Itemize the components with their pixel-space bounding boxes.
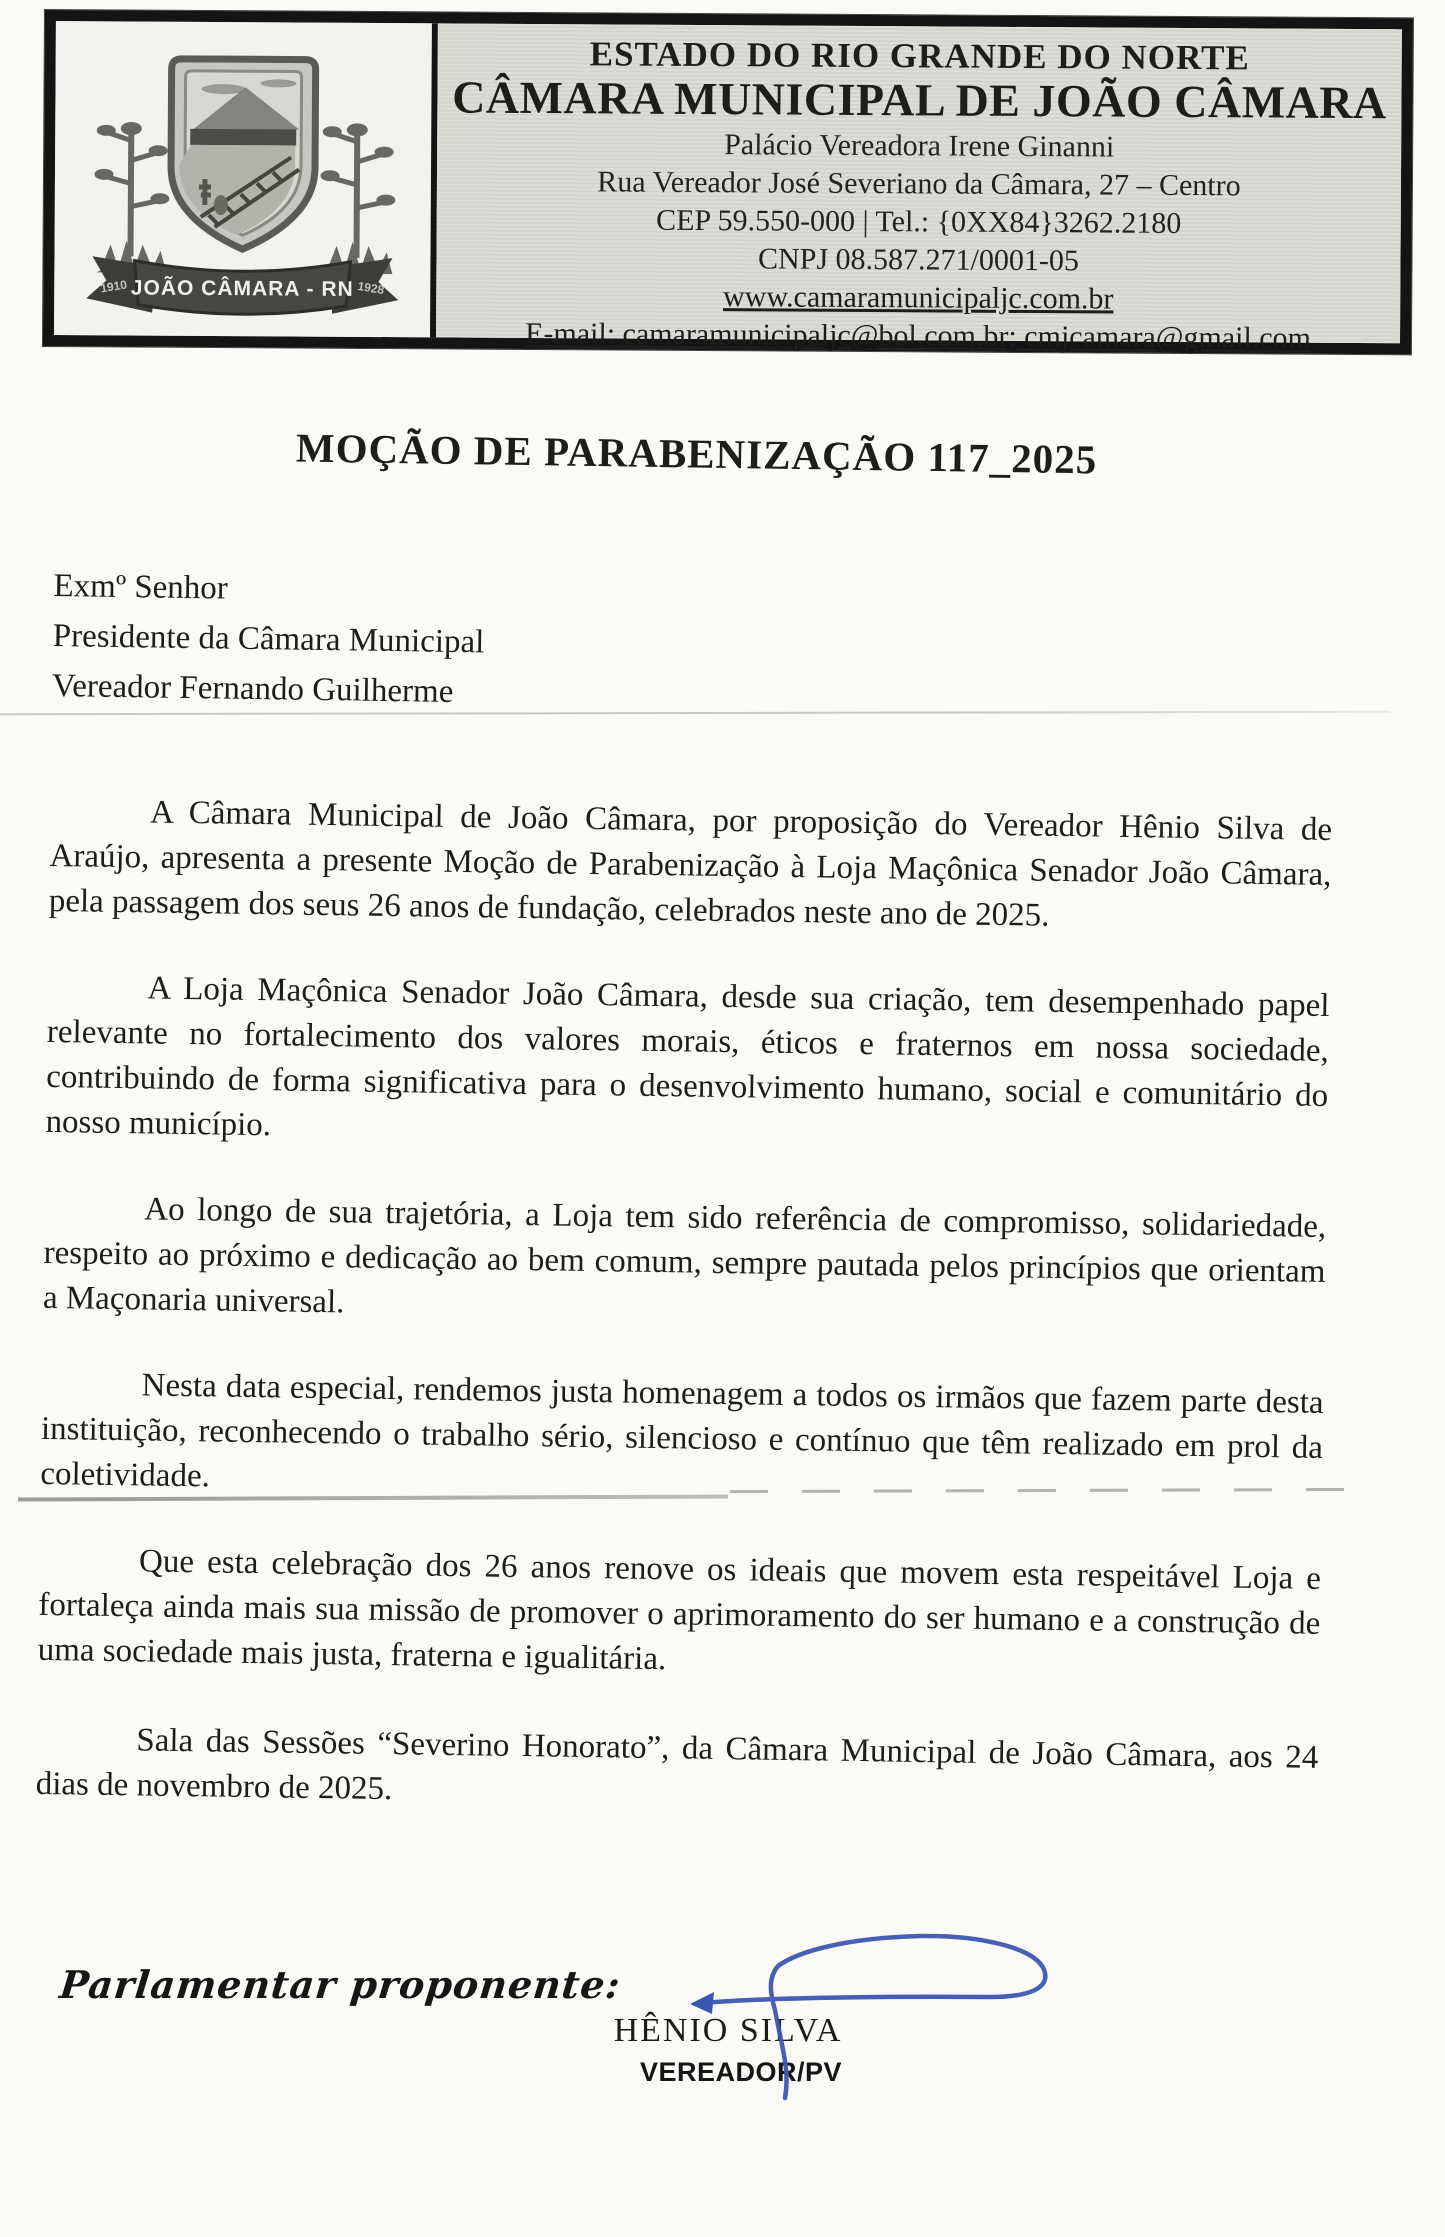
ribbon-banner	[86, 256, 398, 315]
crest-year-left: 1910	[99, 277, 128, 296]
coat-of-arms	[72, 28, 414, 330]
letterhead-text	[436, 23, 1402, 355]
handwritten-signature-ink	[680, 1918, 1100, 2113]
palace-name: Palácio Vereadora Irene Ginanni	[724, 128, 1115, 164]
paragraph-5: Que esta celebração dos 26 anos renove os ideais que movem esta respeitável Loja e fortaleça ainda mais sua missão de promover o aprimoramento do ser humano e a construção de uma sociedade mais justa, fraterna e igualitária.	[37, 1543, 1322, 1678]
cnpj-line: CNPJ 08.587.271/0001-05	[757, 242, 1080, 278]
state-name: ESTADO DO RIO GRANDE DO NORTE	[589, 34, 1250, 78]
paragraph-3: Ao longo de sua trajetória, a Loja tem sido referência de compromisso, solidariedade, respeito ao próximo e dedicação ao bem comum, sempre pautada pelos princípios que orientam a Maçonaria universal.	[42, 1191, 1327, 1321]
paragraph-4: Nesta data especial, rendemos justa homenagem a todos os irmãos que fazem parte desta instituição, reconhecendo o trabalho sério, silencioso e contínuo que têm realizado em prol da coletividade.	[40, 1367, 1324, 1495]
email-text: E-mail: camaramunicipaljc@bol.com.br; cmjcamara@gmail.com	[525, 316, 1312, 355]
paragraph-2: A Loja Maçônica Senador João Câmara, desde sua criação, tem desempenhado papel relevante no fortalecimento dos valores morais, éticos e fraternos em nossa sociedade, contribuindo de forma significativa para o desenvolvimento humano, social e comunitário do nosso município.	[45, 970, 1330, 1144]
addressee-name: Vereador Fernando Guilherme	[51, 667, 454, 710]
proponent-label: Parlamentar proponente:	[57, 1962, 624, 2007]
addressee-salutation: Exmº Senhor	[53, 567, 229, 607]
paragraph-1: A Câmara Municipal de João Câmara, por proposição do Vereador Hênio Silva de Araújo, apresenta a presente Moção de Parabenização à Loja Maçônica Senador João Câmara, pela passagem dos seus 26 anos de fundação, celebrados neste ano de 2025.	[48, 794, 1333, 934]
crest-year-right: 1928	[356, 278, 386, 298]
letterhead	[43, 10, 1413, 354]
closing-paragraph: Sala das Sessões “Severino Honorato”, da Câmara Municipal de João Câmara, aos 24 dias de novembro de 2025.	[35, 1722, 1319, 1808]
document-body	[35, 420, 1338, 1867]
addressee-block	[52, 561, 1336, 730]
organization-name: CÂMARA MUNICIPAL DE JOÃO CÂMARA	[452, 71, 1387, 129]
street-address: Rua Vereador José Severiano da Câmara, 27 – Centro	[597, 165, 1241, 203]
signer-role: VEREADOR/PV	[639, 2057, 843, 2087]
signer-name: HÊNIO SILVA	[613, 2012, 843, 2049]
addressee-office: Presidente da Câmara Municipal	[52, 617, 485, 661]
crest-cell	[54, 21, 438, 337]
website-text: www.camaramunicipaljc.com.br	[722, 280, 1114, 316]
shield-icon	[171, 59, 316, 250]
tree-right-icon	[320, 124, 395, 274]
crest-banner-text: JOÃO CÂMARA - RN	[130, 276, 354, 301]
cep-phone-line: CEP 59.550-000 | Tel.: {0XX84}3262.2180	[656, 203, 1182, 240]
document-title: MOÇÃO DE PARABENIZAÇÃO 117_2025	[295, 424, 1098, 483]
tree-left-icon	[94, 122, 169, 272]
